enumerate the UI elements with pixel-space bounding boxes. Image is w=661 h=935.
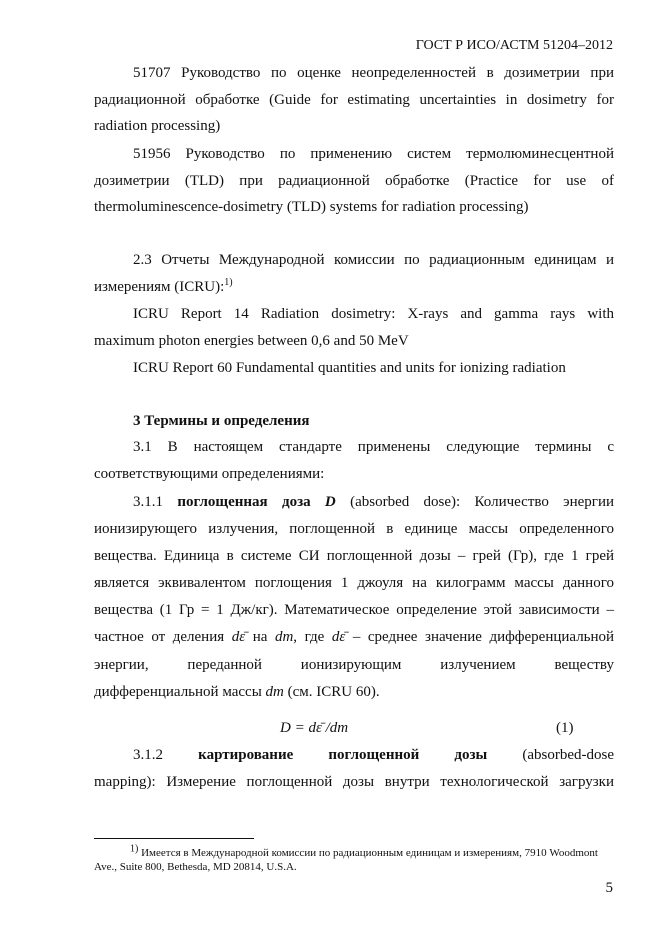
text-fragment: частное от деления bbox=[94, 629, 225, 645]
term-number: 3.1.2 bbox=[133, 747, 163, 763]
footnote-line-2: Ave., Suite 800, Bethesda, MD 20814, U.S.A. bbox=[94, 861, 297, 873]
text-fragment: на bbox=[252, 629, 268, 645]
icru-intro-text: измерениям (ICRU): bbox=[94, 279, 225, 295]
text-fragment: – среднее значение дифференциальной bbox=[352, 629, 615, 645]
standard-header: ГОСТ Р ИСО/АСТМ 51204–2012 bbox=[415, 38, 613, 53]
icru-report-60: ICRU Report 60 Fundamental quantities and units for ionizing radiation bbox=[133, 360, 566, 376]
term-3-1-1-line-7: энергии, переданной ионизирующим излучением веществу bbox=[94, 657, 614, 673]
term-number: 3.1.1 bbox=[133, 494, 163, 510]
text-fragment: , где bbox=[293, 629, 325, 645]
text-fragment: дифференциальной массы bbox=[94, 684, 262, 700]
footnote-ref[interactable]: 1) bbox=[224, 277, 233, 288]
text-fragment: (см. ICRU 60). bbox=[287, 684, 380, 700]
formula-number: (1) bbox=[556, 720, 574, 736]
footnote-text: Имеется в Международной комиссии по радиационным единицам и измерениям, 7910 Woodmont bbox=[141, 847, 598, 859]
footnote-mark: 1) bbox=[130, 843, 139, 855]
math-de: dε̄ bbox=[331, 629, 346, 645]
ref-51956-line-2: дозиметрии (TLD) при радиационной обработке (Practice for use of bbox=[94, 173, 614, 189]
math-dm: dm bbox=[265, 684, 284, 700]
page-number: 5 bbox=[605, 880, 613, 896]
ref-51707-line-1: 51707 Руководство по оценке неопределенностей в дозиметрии при bbox=[133, 65, 614, 81]
term-name: картирование поглощенной дозы bbox=[198, 747, 488, 763]
formula-1: D = dε̄ /dm bbox=[280, 720, 349, 736]
term-3-1-1-line-3: вещества. Единица в системе СИ поглощенной дозы – грей (Гр), где 1 грей bbox=[94, 548, 614, 564]
term-3-1-1-line-5: вещества (1 Гр = 1 Дж/кг). Математическое определение этой зависимости – bbox=[94, 602, 614, 618]
term-3-1-1-line-2: ионизирующего излучения, поглощенной в единице массы определенного bbox=[94, 521, 614, 537]
term-3-1-1-line-6 bbox=[94, 628, 614, 646]
term-english: (absorbed dose): Количество энергии bbox=[350, 494, 615, 510]
ref-51707-line-3: radiation processing) bbox=[94, 118, 221, 134]
math-de: dε̄ bbox=[231, 629, 246, 645]
term-english: (absorbed-dose bbox=[522, 747, 615, 763]
ref-51956-line-3: thermoluminescence-dosimetry (TLD) systems for radiation processing) bbox=[94, 199, 529, 215]
term-3-1-1-line-4: является эквивалентом поглощения 1 джоуля на килограмм массы данного bbox=[94, 575, 614, 591]
icru-intro-line-1: 2.3 Отчеты Международной комиссии по радиационным единицам и bbox=[133, 252, 614, 268]
term-3-1-2-line-2: mapping): Измерение поглощенной дозы внутри технологической загрузки bbox=[94, 774, 614, 790]
term-name: поглощенная доза bbox=[177, 494, 311, 510]
ref-51956-line-1: 51956 Руководство по применению систем термолюминесцентной bbox=[133, 146, 614, 162]
icru-report-14-line-2: maximum photon energies between 0,6 and 50 MeV bbox=[94, 333, 409, 349]
para-3-1-line-2: соответствующими определениями: bbox=[94, 466, 325, 482]
icru-intro-line-2 bbox=[94, 278, 614, 296]
math-dm: dm bbox=[274, 629, 294, 645]
term-symbol: D bbox=[324, 494, 336, 510]
para-3-1-line-1: 3.1 В настоящем стандарте применены следующие термины с bbox=[133, 439, 614, 455]
icru-report-14-line-1: ICRU Report 14 Radiation dosimetry: X-rays and gamma rays with bbox=[133, 306, 614, 322]
section-3-title: 3 Термины и определения bbox=[133, 413, 310, 429]
footnote-divider bbox=[94, 838, 254, 839]
term-3-1-1-line-8 bbox=[94, 683, 614, 701]
footnote-line-1 bbox=[130, 843, 614, 860]
term-3-1-1-line-1 bbox=[133, 493, 614, 511]
term-3-1-2-line-1 bbox=[133, 746, 614, 764]
ref-51707-line-2: радиационной обработке (Guide for estimating uncertainties in dosimetry for bbox=[94, 92, 614, 108]
